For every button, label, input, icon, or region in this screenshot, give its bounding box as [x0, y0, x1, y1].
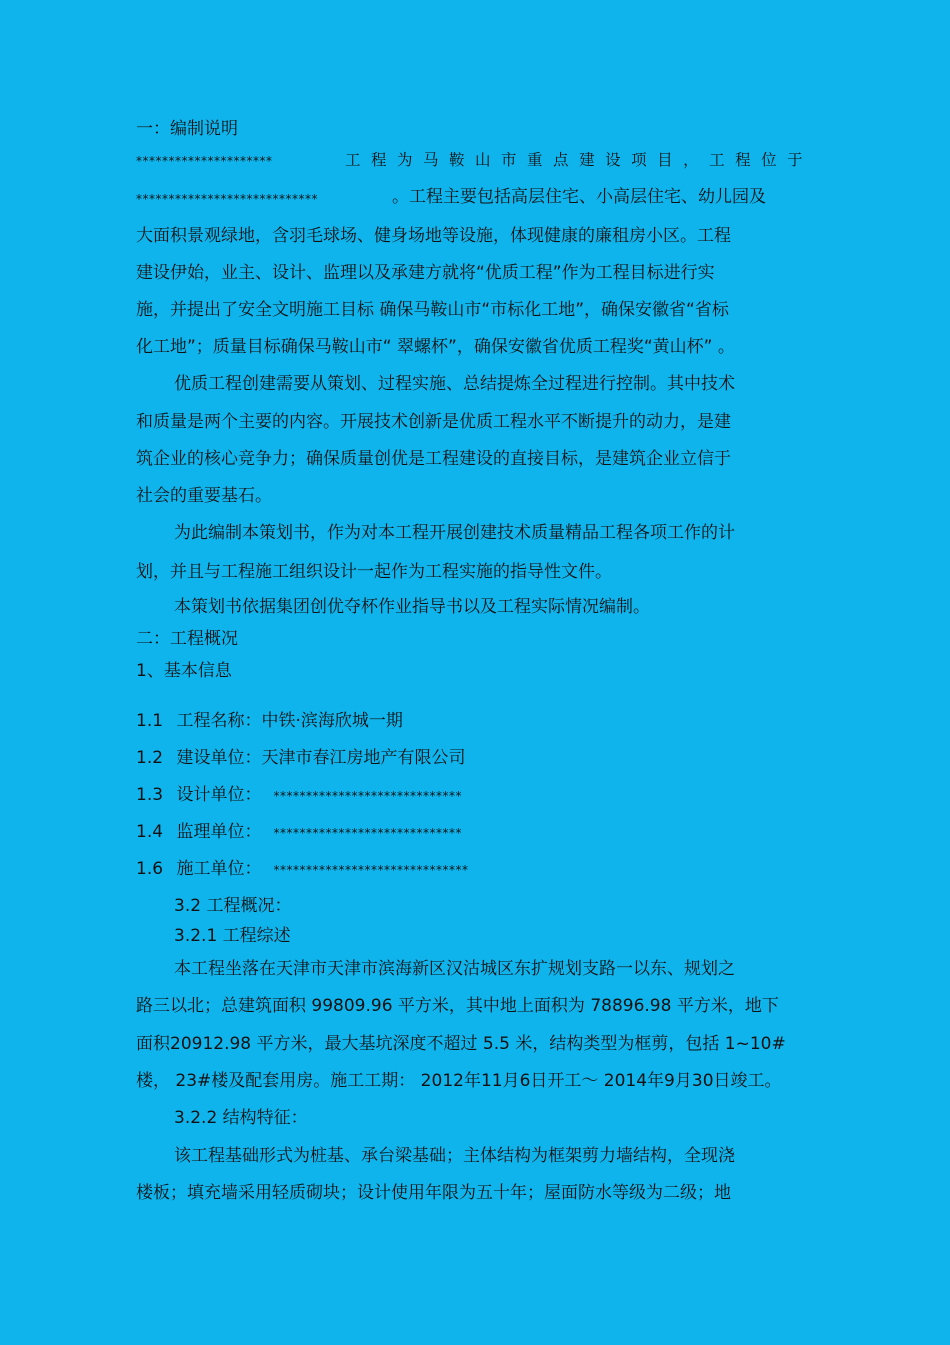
info-item-number: 1.6: [136, 859, 164, 879]
paragraph-line: 楼板；填充墙采用轻质砌块；设计使用年限为五十年；屋面防水等级为二级；地: [136, 1183, 731, 1203]
subsection-heading: 3.2 工程概况：: [174, 896, 292, 916]
paragraph-line: 和质量是两个主要的内容。开展技术创新是优质工程水平不断提升的动力，是建: [136, 412, 731, 432]
info-item-label: 监理单位：: [176, 822, 262, 842]
paragraph-line: 施，并提出了安全文明施工目标 确保马鞍山市“市标化工地”，确保安徽省“省标: [136, 300, 729, 320]
info-item-label: 建设单位：: [176, 748, 262, 768]
paragraph-line: 工 程 为 马 鞍 山 市 重 点 建 设 项 目 ， 工 程 位 于: [345, 151, 806, 169]
redacted-location: ****************************: [136, 192, 318, 206]
section-heading-1: 一：编制说明: [136, 119, 238, 139]
info-item-value: *****************************: [273, 789, 462, 803]
paragraph-line: 本工程坐落在天津市天津市滨海新区汉沽城区东扩规划支路一以东、规划之: [174, 959, 735, 979]
paragraph-line: 化工地”；质量目标确保马鞍山市“ 翠螺杯”，确保安徽省优质工程奖“黄山杯” 。: [136, 337, 735, 357]
paragraph-line: 大面积景观绿地，含羽毛球场、健身场地等设施，体现健康的廉租房小区。工程: [136, 226, 731, 246]
subsection-heading: 3.2.1 工程综述: [174, 926, 291, 946]
redacted-project-name: *********************: [136, 154, 273, 168]
paragraph-line: 筑企业的核心竞争力；确保质量创优是工程建设的直接目标，是建筑企业立信于: [136, 449, 731, 469]
info-item-value: *****************************: [273, 826, 462, 840]
paragraph-line: 楼， 23#楼及配套用房。施工工期： 2012年11月6日开工～ 2014年9月30日竣工。: [136, 1071, 782, 1091]
info-item-label: 设计单位：: [176, 785, 262, 805]
paragraph-line: 该工程基础形式为桩基、承台梁基础；主体结构为框架剪力墙结构，全现浇: [174, 1146, 735, 1166]
subsection-heading: 1、基本信息: [136, 661, 232, 681]
paragraph-line: 建设伊始，业主、设计、监理以及承建方就将“优质工程”作为工程目标进行实: [136, 263, 715, 283]
info-item-value: 天津市春江房地产有限公司: [261, 748, 466, 768]
info-item-value: 中铁·滨海欣城一期: [261, 711, 403, 731]
info-item-label: 施工单位：: [176, 859, 262, 879]
paragraph-line: 社会的重要基石。: [136, 486, 272, 506]
paragraph-line: 面积20912.98 平方米，最大基坑深度不超过 5.5 米，结构类型为框剪，包括 1~10#: [136, 1034, 786, 1054]
info-item: [136, 747, 465, 769]
info-item-number: 1.4: [136, 822, 164, 842]
info-item-number: 1.3: [136, 785, 164, 805]
subsection-heading: 3.2.2 结构特征：: [174, 1108, 308, 1128]
info-item: [136, 710, 403, 732]
paragraph-line: 路三以北；总建筑面积 99809.96 平方米，其中地上面积为 78896.98 平方米，地下: [136, 996, 779, 1016]
paragraph-line: 为此编制本策划书，作为对本工程开展创建技术质量精品工程各项工作的计: [174, 523, 735, 543]
info-item-number: 1.2: [136, 748, 164, 768]
paragraph-line: 优质工程创建需要从策划、过程实施、总结提炼全过程进行控制。其中技术: [174, 374, 735, 394]
info-item: [136, 821, 462, 844]
info-item: [136, 784, 462, 807]
info-item-number: 1.1: [136, 711, 164, 731]
info-item: [136, 858, 468, 881]
info-item-label: 工程名称：: [176, 711, 262, 731]
paragraph-line: 。工程主要包括高层住宅、小高层住宅、幼儿园及: [392, 187, 766, 207]
paragraph-line: 划，并且与工程施工组织设计一起作为工程实施的指导性文件。: [136, 562, 612, 582]
info-item-value: ******************************: [273, 863, 469, 877]
section-heading-2: 二：工程概况: [136, 629, 238, 649]
paragraph-line: 本策划书依据集团创优夺杯作业指导书以及工程实际情况编制。: [174, 597, 650, 617]
